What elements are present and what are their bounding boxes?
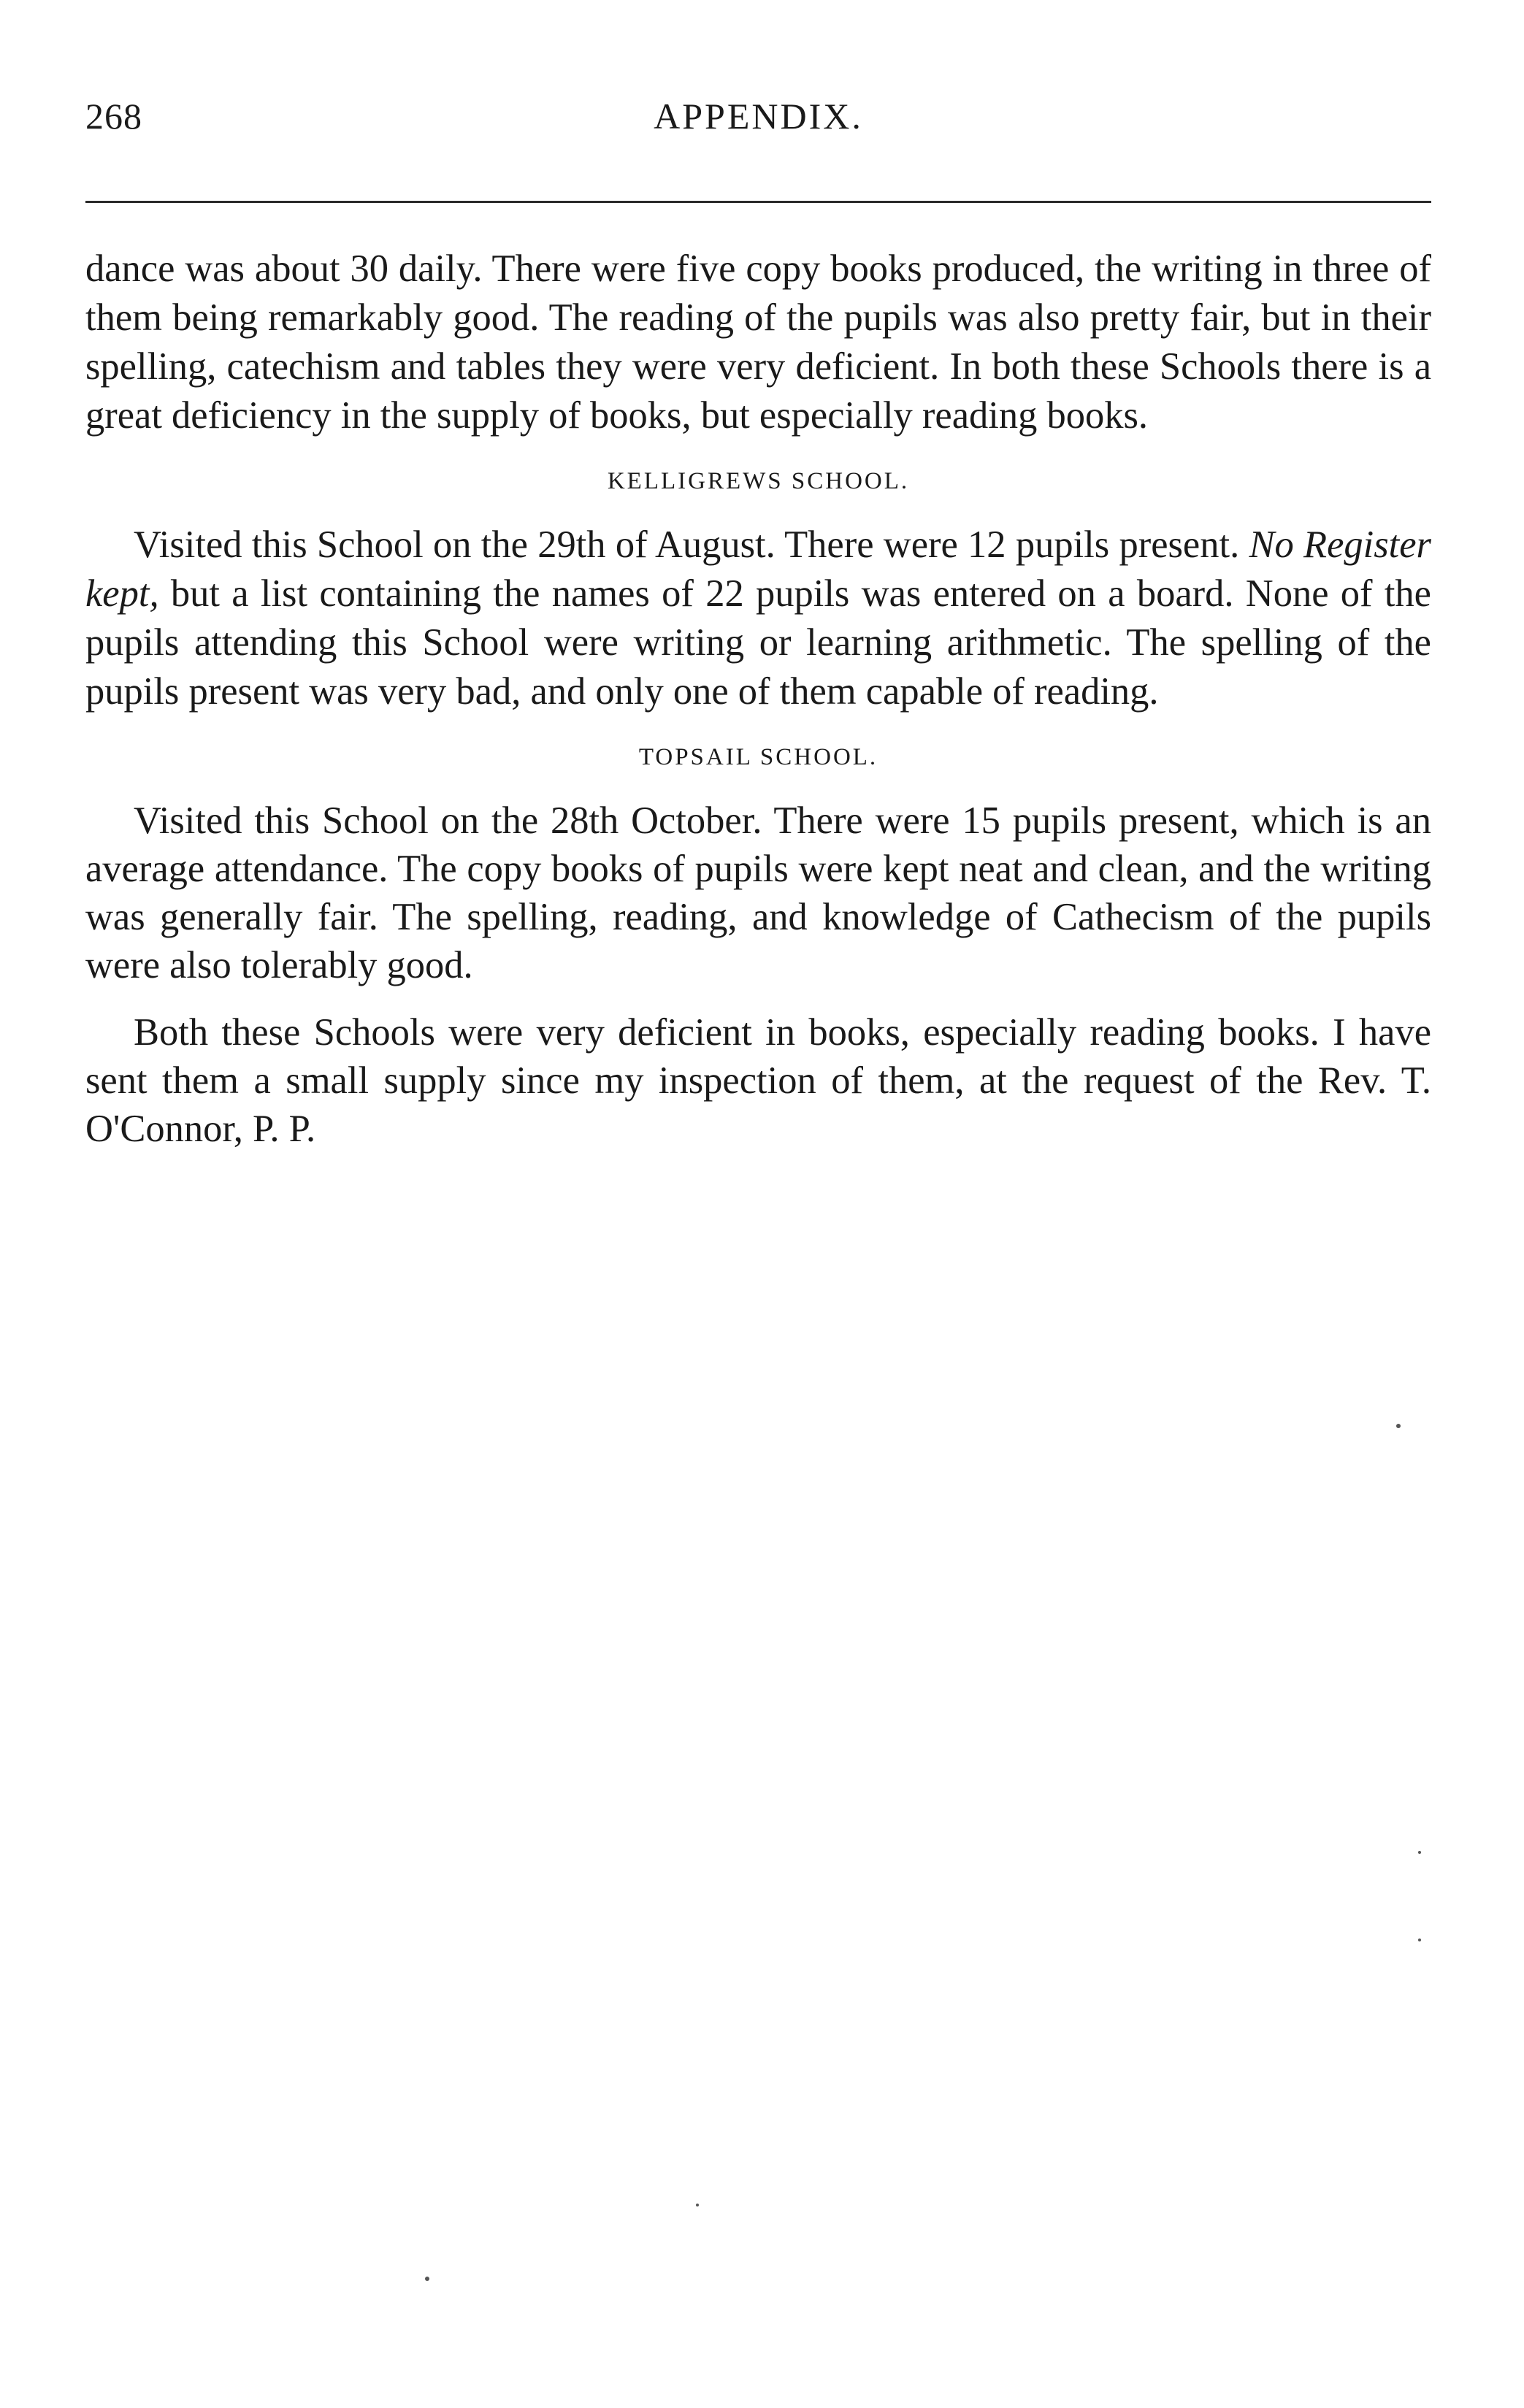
section-heading-topsail: TOPSAIL SCHOOL. — [638, 744, 878, 770]
section-heading-kelligrews: KELLIGREWS SCHOOL. — [607, 468, 910, 494]
paragraph-kelligrews-italic: No Register kept, — [85, 524, 1431, 615]
paragraph-kelligrews — [85, 521, 1431, 716]
print-speck — [1418, 1851, 1421, 1854]
print-speck — [1396, 1424, 1401, 1428]
page-number: 268 — [85, 96, 142, 137]
paragraph-topsail: Visited this School on the 28th October. There were 15 pupils present, which is an average attendance. The copy books of pupils were kept neat and clean, and the writing was generally fair. The spelling, reading, and knowledge of Cathecism of the pupils were also tolerably good. — [85, 800, 1431, 986]
paragraph-kelligrews-part-b: but a list containing the names of 22 pupils was entered on a board. None of the pupils attending this School were writing or learning arithmetic. The spelling of the pupils present was very bad, and only one of them capable of reading. — [85, 572, 1431, 713]
body-text — [85, 245, 1431, 1153]
print-speck — [696, 2204, 699, 2206]
paragraph-kelligrews-part-a: Visited this School on the 29th of August. There were 12 pupils present. — [134, 524, 1249, 566]
paragraph-continuation: dance was about 30 daily. There were five copy books produced, the writing in three of them being remarkably good. The reading of the pupils was also pretty fair, but in their spelling, catechism and tables they were very deficient. In both these Schools there is a great deficiency in the supply of books, but especially reading books. — [85, 248, 1431, 437]
page-header — [85, 95, 1431, 153]
header-rule — [85, 201, 1431, 203]
running-head: APPENDIX. — [654, 96, 863, 137]
print-speck — [1418, 1939, 1421, 1941]
paragraph-gap — [85, 989, 1431, 1008]
print-speck — [425, 2277, 429, 2281]
paragraph-closing: Both these Schools were very deficient in books, especially reading books. I have sent them a small supply since my inspection of them, at the request of the Rev. T. O'Connor, P. P. — [85, 1011, 1431, 1150]
